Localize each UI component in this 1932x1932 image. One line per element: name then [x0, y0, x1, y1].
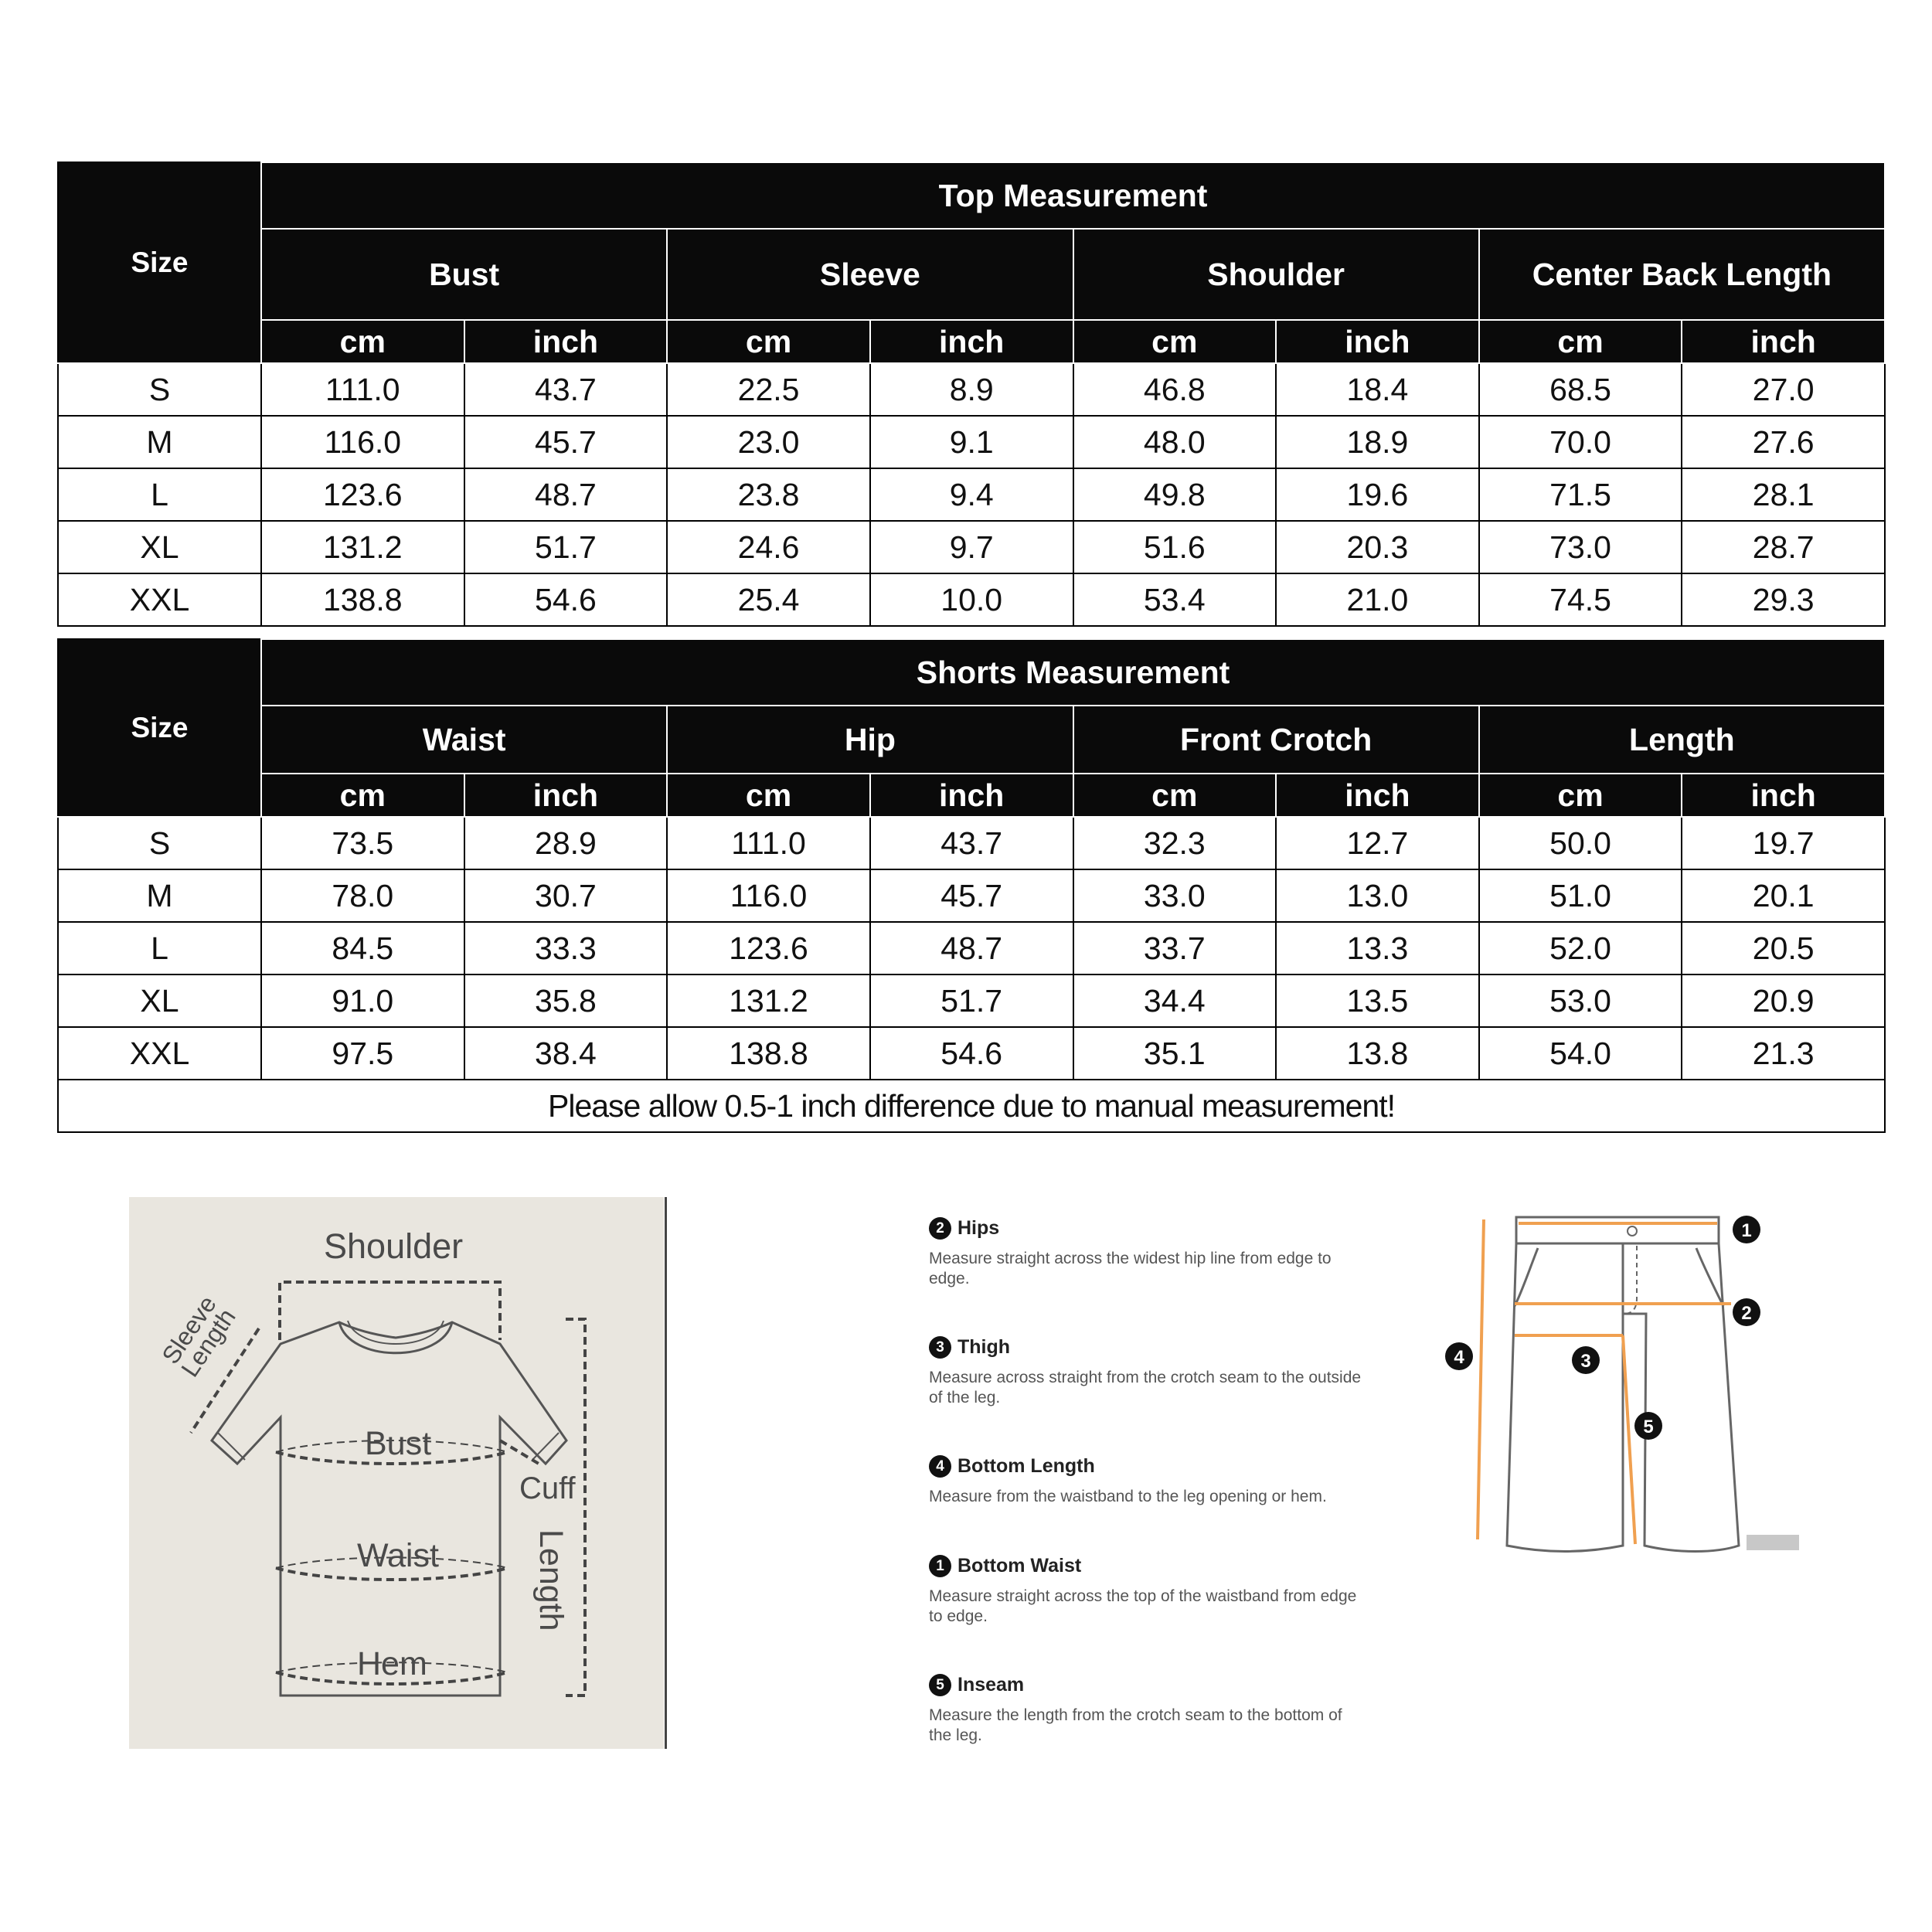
size-cell: XXL	[58, 573, 261, 626]
value-cell: 74.5	[1479, 573, 1682, 626]
value-cell: 9.7	[870, 521, 1073, 573]
waistband-shape	[1516, 1217, 1719, 1243]
shorts-outline-icon	[1430, 1206, 1816, 1569]
button-shape	[1628, 1226, 1637, 1236]
value-cell: 111.0	[261, 363, 464, 416]
value-cell: 78.0	[261, 869, 464, 922]
size-cell: S	[58, 363, 261, 416]
value-cell: 20.1	[1682, 869, 1885, 922]
value-cell: 27.0	[1682, 363, 1885, 416]
unit-header: cm	[1479, 774, 1682, 817]
hem-label: Hem	[357, 1645, 427, 1682]
value-cell: 22.5	[667, 363, 870, 416]
guide-title: Bottom Length	[957, 1455, 1095, 1477]
value-cell: 45.7	[870, 869, 1073, 922]
value-cell: 13.8	[1276, 1027, 1479, 1080]
value-cell: 13.3	[1276, 922, 1479, 975]
value-cell: 13.5	[1276, 975, 1479, 1027]
value-cell: 138.8	[667, 1027, 870, 1080]
step-number-badge: 3	[929, 1336, 951, 1359]
table-row	[58, 468, 1885, 521]
value-cell: 32.3	[1073, 817, 1277, 869]
value-cell: 48.0	[1073, 416, 1277, 468]
unit-header: inch	[464, 774, 668, 817]
marker-3-label: 3	[1580, 1351, 1591, 1372]
value-cell: 24.6	[667, 521, 870, 573]
shirt-measurement-diagram	[129, 1197, 664, 1749]
size-cell: M	[58, 869, 261, 922]
value-cell: 10.0	[870, 573, 1073, 626]
guide-item-thigh	[929, 1336, 1362, 1408]
value-cell: 48.7	[870, 922, 1073, 975]
group-header-sleeve: Sleeve	[667, 229, 1073, 320]
table-row	[58, 975, 1885, 1027]
value-cell: 138.8	[261, 573, 464, 626]
group-header-shoulder: Shoulder	[1073, 229, 1479, 320]
group-header-waist: Waist	[261, 706, 667, 774]
value-cell: 68.5	[1479, 363, 1682, 416]
size-cell: XL	[58, 521, 261, 573]
guide-title: Hips	[957, 1217, 1000, 1239]
value-cell: 28.9	[464, 817, 668, 869]
inseam-measure-line	[1623, 1335, 1635, 1544]
unit-header: inch	[870, 320, 1073, 363]
measurement-note: Please allow 0.5-1 inch difference due to manual measurement!	[58, 1080, 1885, 1132]
table-row	[58, 521, 1885, 573]
value-cell: 19.6	[1276, 468, 1479, 521]
unit-header: cm	[1073, 774, 1277, 817]
value-cell: 53.4	[1073, 573, 1277, 626]
value-cell: 34.4	[1073, 975, 1277, 1027]
value-cell: 54.6	[464, 573, 668, 626]
guide-item-inseam	[929, 1674, 1362, 1746]
value-cell: 35.8	[464, 975, 668, 1027]
value-cell: 20.9	[1682, 975, 1885, 1027]
length-label: Length	[532, 1529, 570, 1631]
value-cell: 28.1	[1682, 468, 1885, 521]
unit-header: inch	[464, 320, 668, 363]
value-cell: 131.2	[261, 521, 464, 573]
marker-5-label: 5	[1643, 1417, 1654, 1437]
value-cell: 52.0	[1479, 922, 1682, 975]
value-cell: 18.4	[1276, 363, 1479, 416]
value-cell: 46.8	[1073, 363, 1277, 416]
value-cell: 8.9	[870, 363, 1073, 416]
size-header: Size	[58, 639, 261, 817]
value-cell: 13.0	[1276, 869, 1479, 922]
unit-header: cm	[1479, 320, 1682, 363]
size-cell: XXL	[58, 1027, 261, 1080]
unit-header: cm	[261, 774, 464, 817]
table-row	[58, 869, 1885, 922]
value-cell: 116.0	[667, 869, 870, 922]
value-cell: 38.4	[464, 1027, 668, 1080]
unit-header: cm	[261, 320, 464, 363]
step-number-badge: 2	[929, 1217, 951, 1240]
cuff-label: Cuff	[519, 1471, 576, 1505]
value-cell: 50.0	[1479, 817, 1682, 869]
size-cell: XL	[58, 975, 261, 1027]
value-cell: 23.0	[667, 416, 870, 468]
group-header-center-back-length: Center Back Length	[1479, 229, 1885, 320]
value-cell: 97.5	[261, 1027, 464, 1080]
left-pocket-shape	[1515, 1248, 1538, 1306]
value-cell: 23.8	[667, 468, 870, 521]
value-cell: 131.2	[667, 975, 870, 1027]
table-row	[58, 573, 1885, 626]
value-cell: 18.9	[1276, 416, 1479, 468]
size-cell: L	[58, 922, 261, 975]
value-cell: 29.3	[1682, 573, 1885, 626]
value-cell: 48.7	[464, 468, 668, 521]
size-cell: L	[58, 468, 261, 521]
guide-description: Measure straight across the widest hip line from edge to edge.	[929, 1250, 1332, 1287]
marker-2-label: 2	[1741, 1303, 1752, 1324]
unit-header: cm	[667, 320, 870, 363]
value-cell: 123.6	[261, 468, 464, 521]
value-cell: 20.3	[1276, 521, 1479, 573]
value-cell: 51.7	[870, 975, 1073, 1027]
group-header-bust: Bust	[261, 229, 667, 320]
value-cell: 20.5	[1682, 922, 1885, 975]
length-measure-line	[1478, 1219, 1484, 1539]
unit-header: cm	[1073, 320, 1277, 363]
step-number-badge: 1	[929, 1555, 951, 1577]
value-cell: 51.6	[1073, 521, 1277, 573]
marker-4-label: 4	[1454, 1347, 1464, 1368]
value-cell: 84.5	[261, 922, 464, 975]
top-measurement-table	[57, 162, 1886, 627]
guide-description: Measure across straight from the crotch seam to the outside of the leg.	[929, 1369, 1362, 1406]
value-cell: 33.3	[464, 922, 668, 975]
step-number-badge: 5	[929, 1674, 951, 1696]
panel-divider	[665, 1197, 667, 1749]
group-header-length: Length	[1479, 706, 1885, 774]
unit-header: inch	[1276, 320, 1479, 363]
unit-header: cm	[667, 774, 870, 817]
value-cell: 21.0	[1276, 573, 1479, 626]
value-cell: 53.0	[1479, 975, 1682, 1027]
unit-header: inch	[1276, 774, 1479, 817]
value-cell: 73.0	[1479, 521, 1682, 573]
value-cell: 30.7	[464, 869, 668, 922]
bust-label: Bust	[365, 1425, 432, 1462]
value-cell: 54.6	[870, 1027, 1073, 1080]
marker-1-label: 1	[1741, 1220, 1752, 1241]
guide-title: Thigh	[957, 1336, 1011, 1358]
value-cell: 33.0	[1073, 869, 1277, 922]
guide-description: Measure the length from the crotch seam to the bottom of the leg.	[929, 1706, 1342, 1744]
size-cell: M	[58, 416, 261, 468]
size-header: Size	[58, 162, 261, 363]
value-cell: 9.4	[870, 468, 1073, 521]
shorts-measurement-table	[57, 638, 1886, 1133]
unit-header: inch	[1682, 320, 1885, 363]
guide-item-bottom-length	[929, 1455, 1362, 1507]
unit-header: inch	[870, 774, 1073, 817]
value-cell: 91.0	[261, 975, 464, 1027]
size-cell: S	[58, 817, 261, 869]
table-title: Shorts Measurement	[261, 639, 1885, 706]
value-cell: 43.7	[870, 817, 1073, 869]
table-row	[58, 922, 1885, 975]
shoulder-label: Shoulder	[324, 1226, 464, 1266]
value-cell: 12.7	[1276, 817, 1479, 869]
value-cell: 45.7	[464, 416, 668, 468]
value-cell: 111.0	[667, 817, 870, 869]
value-cell: 51.7	[464, 521, 668, 573]
guide-item-hips	[929, 1217, 1362, 1289]
value-cell: 28.7	[1682, 521, 1885, 573]
value-cell: 9.1	[870, 416, 1073, 468]
value-cell: 21.3	[1682, 1027, 1885, 1080]
guide-item-bottom-waist	[929, 1555, 1362, 1627]
value-cell: 70.0	[1479, 416, 1682, 468]
table-row	[58, 1027, 1885, 1080]
waist-label: Waist	[357, 1537, 439, 1574]
value-cell: 49.8	[1073, 468, 1277, 521]
value-cell: 43.7	[464, 363, 668, 416]
value-cell: 116.0	[261, 416, 464, 468]
guide-description: Measure from the waistband to the leg opening or hem.	[929, 1488, 1327, 1505]
value-cell: 73.5	[261, 817, 464, 869]
guide-description: Measure straight across the top of the waistband from edge to edge.	[929, 1587, 1357, 1625]
value-cell: 71.5	[1479, 468, 1682, 521]
table-title: Top Measurement	[261, 162, 1885, 229]
table-row	[58, 817, 1885, 869]
value-cell: 51.0	[1479, 869, 1682, 922]
group-header-hip: Hip	[667, 706, 1073, 774]
value-cell: 123.6	[667, 922, 870, 975]
table-row	[58, 363, 1885, 416]
guide-title: Bottom Waist	[957, 1555, 1082, 1577]
value-cell: 19.7	[1682, 817, 1885, 869]
step-number-badge: 4	[929, 1455, 951, 1478]
sleeve-length-label: Sleeve Length	[156, 1290, 241, 1383]
guide-title: Inseam	[957, 1674, 1025, 1696]
value-cell: 35.1	[1073, 1027, 1277, 1080]
group-header-front-crotch: Front Crotch	[1073, 706, 1479, 774]
value-cell: 27.6	[1682, 416, 1885, 468]
value-cell: 25.4	[667, 573, 870, 626]
scale-swatch	[1747, 1535, 1799, 1550]
unit-header: inch	[1682, 774, 1885, 817]
value-cell: 54.0	[1479, 1027, 1682, 1080]
table-row	[58, 416, 1885, 468]
value-cell: 33.7	[1073, 922, 1277, 975]
